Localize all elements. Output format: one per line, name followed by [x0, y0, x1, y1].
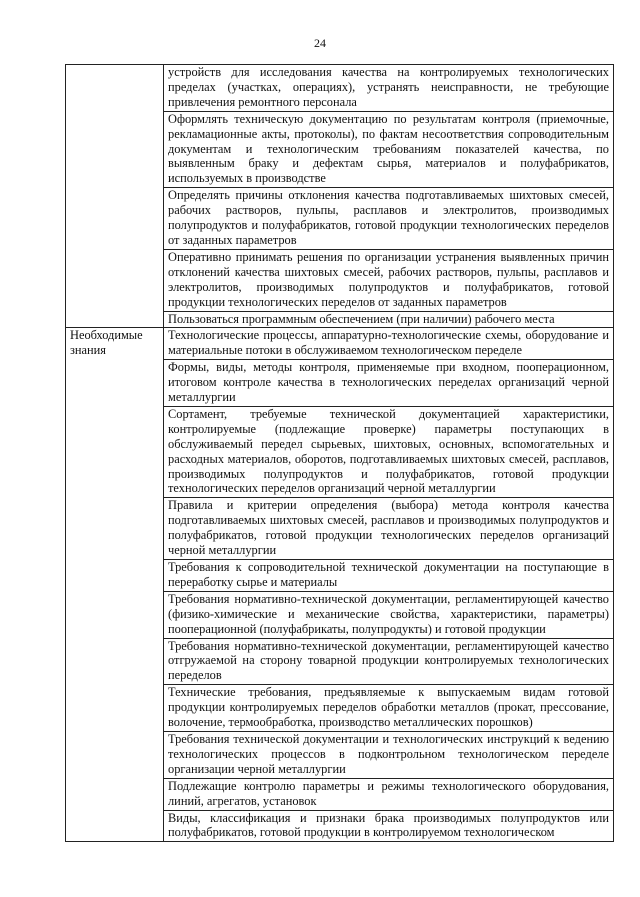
knowledge-item: Сортамент, требуемые технической документацией характеристики, контролируемые (подлежащие проверке) параметры поступающих в обслуживаемый передел сырьевых, шихтовых, основных, вспомогательных и расходных материалов, оборотов, подготавливаемых шихтовых смесей, расплавов, производимых полупродуктов и полуфабрикатов, готовой продукции технологических переделов организаций черной металлургии — [164, 406, 614, 497]
knowledge-item: Технические требования, предъявляемые к выпускаемым видам готовой продукции контролируемых переделов обработки металлов (прокат, прессование, волочение, термообработка, производство металлических порошков) — [164, 685, 614, 732]
knowledge-item: Требования нормативно-технической документации, регламентирующей качество (физико-химические и механические свойства, характеристики, параметры) пооперационной (полуфабрикаты, полупродукты) и готовой продукции — [164, 591, 614, 638]
skill-item: Оперативно принимать решения по организации устранения выявленных причин отклонений качества шихтовых смесей, рабочих растворов, пульпы, расплавов и электролитов, производимых полупродуктов и полуфабрикатов, готовой продукции технологических переделов от заданных параметров — [164, 249, 614, 311]
knowledge-item: Виды, классификация и признаки брака производимых полупродуктов или полуфабрикатов, готовой продукции в контролируемом технологическом — [164, 810, 614, 842]
knowledge-item: Требования технической документации и технологических инструкций к ведению технологических процессов в подконтрольном технологическом переделе организации черной металлургии — [164, 731, 614, 778]
knowledge-item: Формы, виды, методы контроля, применяемые при входном, пооперационном, итоговом контроле качества в технологических переделах организаций черной металлургии — [164, 360, 614, 407]
skill-item: Определять причины отклонения качества подготавливаемых шихтовых смесей, рабочих растворов, пульпы, расплавов и электролитов, производимых полупродуктов и полуфабрикатов, готовой продукции технологических переделов от заданных параметров — [164, 188, 614, 250]
knowledge-item: Требования к сопроводительной технической документации на поступающие в переработку сырье и материалы — [164, 560, 614, 592]
knowledge-item: Правила и критерии определения (выбора) метода контроля качества подготавливаемых шихтовых смесей, расплавов и производимых полупродуктов и полуфабрикатов, готовой продукции технологических переделов организаций черной металлургии — [164, 498, 614, 560]
skill-item: устройств для исследования качества на контролируемых технологических пределах (участках, операциях), устранять неисправности, не требующие привлечения ремонтного персонала — [164, 65, 614, 112]
competency-table — [65, 64, 614, 842]
page-number: 24 — [314, 36, 326, 50]
skills-label-cell — [66, 65, 164, 328]
skill-item: Пользоваться программным обеспечением (при наличии) рабочего места — [164, 311, 614, 328]
knowledge-item: Подлежащие контролю параметры и режимы технологического оборудования, линий, агрегатов, установок — [164, 778, 614, 810]
knowledge-label-cell — [66, 328, 164, 842]
skill-item: Оформлять техническую документацию по результатам контроля (приемочные, рекламационные акты, протоколы), по фактам несоответствия сопроводительным документам и технологическим требованиям показателей качества, по выявленным браку и дефектам сырья, материалов и полуфабрикатов, используемых в производстве — [164, 111, 614, 188]
section-label: Необходимые знания — [70, 328, 143, 358]
table-row — [66, 328, 614, 360]
knowledge-item: Требования нормативно-технической документации, регламентирующей качество отгружаемой на сторону товарной продукции контролируемых технологических переделов — [164, 638, 614, 685]
table-row — [66, 65, 614, 112]
knowledge-item: Технологические процессы, аппаратурно-технологические схемы, оборудование и материальные потоки в обслуживаемом технологическом переделе — [164, 328, 614, 360]
